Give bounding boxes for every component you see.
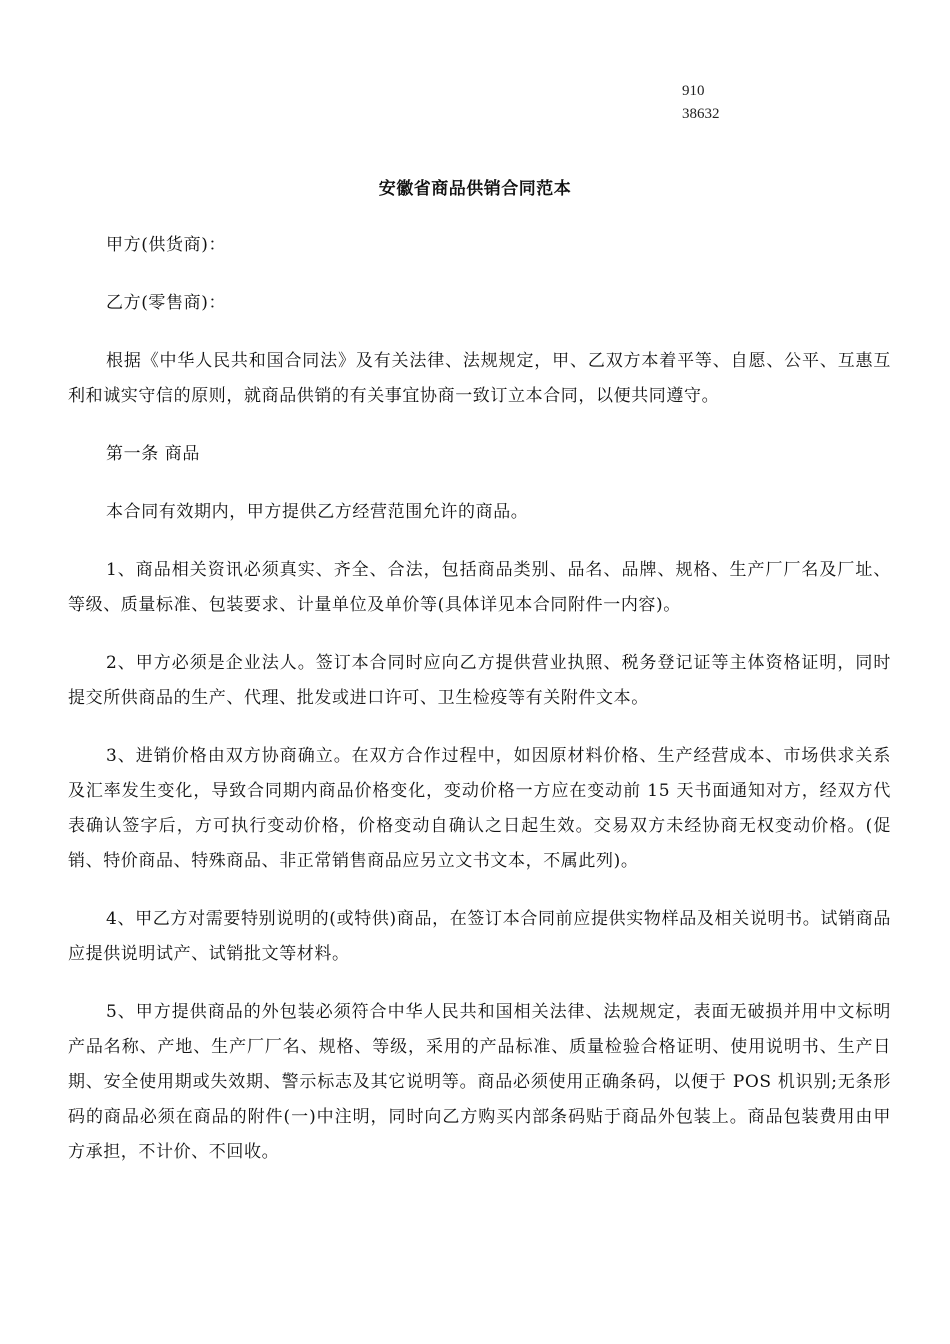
article-scope-paragraph: 本合同有效期内，甲方提供乙方经营范围允许的商品。 [106, 502, 529, 522]
article-heading: 第一条 商品 [106, 444, 201, 464]
clause-paragraph: 4、甲乙方对需要特别说明的(或特供)商品，在签订本合同前应提供实物样品及相关说明书。试销商品应提供说明试产、试销批文等材料。 [68, 909, 891, 964]
header-code-line: 910 [682, 83, 705, 99]
party-b-line: 乙方(零售商)： [106, 293, 227, 313]
party-a-line: 甲方(供货商)： [106, 235, 227, 255]
header-code-block [682, 80, 720, 126]
document-title: 安徽省商品供销合同范本 [378, 179, 572, 199]
clause-paragraph: 2、甲方必须是企业法人。签订本合同时应向乙方提供营业执照、税务登记证等主体资格证明，同时提交所供商品的生产、代理、批发或进口许可、卫生检疫等有关附件文本。 [68, 653, 891, 708]
clause-paragraph: 3、进销价格由双方协商确立。在双方合作过程中，如因原材料价格、生产经营成本、市场供求关系及汇率发生变化，导致合同期内商品价格变化，变动价格一方应在变动前 15 天书面通知对方，经双方代表确认签字后，方可执行变动价格，价格变动自确认之日起生效。交易双方未经协商无权变动价格。(促销、特价商品、特殊商品、非正常销售商品应另立文书文本，不属此列)。 [68, 746, 891, 871]
header-code-line: 38632 [682, 106, 720, 122]
intro-paragraph: 根据《中华人民共和国合同法》及有关法律、法规规定，甲、乙双方本着平等、自愿、公平、互惠互利和诚实守信的原则，就商品供销的有关事宜协商一致订立本合同，以便共同遵守。 [68, 351, 891, 406]
clause-paragraph: 5、甲方提供商品的外包装必须符合中华人民共和国相关法律、法规规定，表面无破损并用中文标明产品名称、产地、生产厂厂名、规格、等级，采用的产品标准、质量检验合格证明、使用说明书、生产日期、安全使用期或失效期、警示标志及其它说明等。商品必须使用正确条码，以便于 POS 机识别;无条形码的商品必须在商品的附件(一)中注明，同时向乙方购买内部条码贴于商品外包装上。商品包装费用由甲方承担，不计价、不回收。 [68, 1002, 891, 1162]
clause-paragraph: 1、商品相关资讯必须真实、齐全、合法，包括商品类别、品名、品牌、规格、生产厂厂名及厂址、等级、质量标准、包装要求、计量单位及单价等(具体详见本合同附件一内容)。 [68, 560, 891, 615]
